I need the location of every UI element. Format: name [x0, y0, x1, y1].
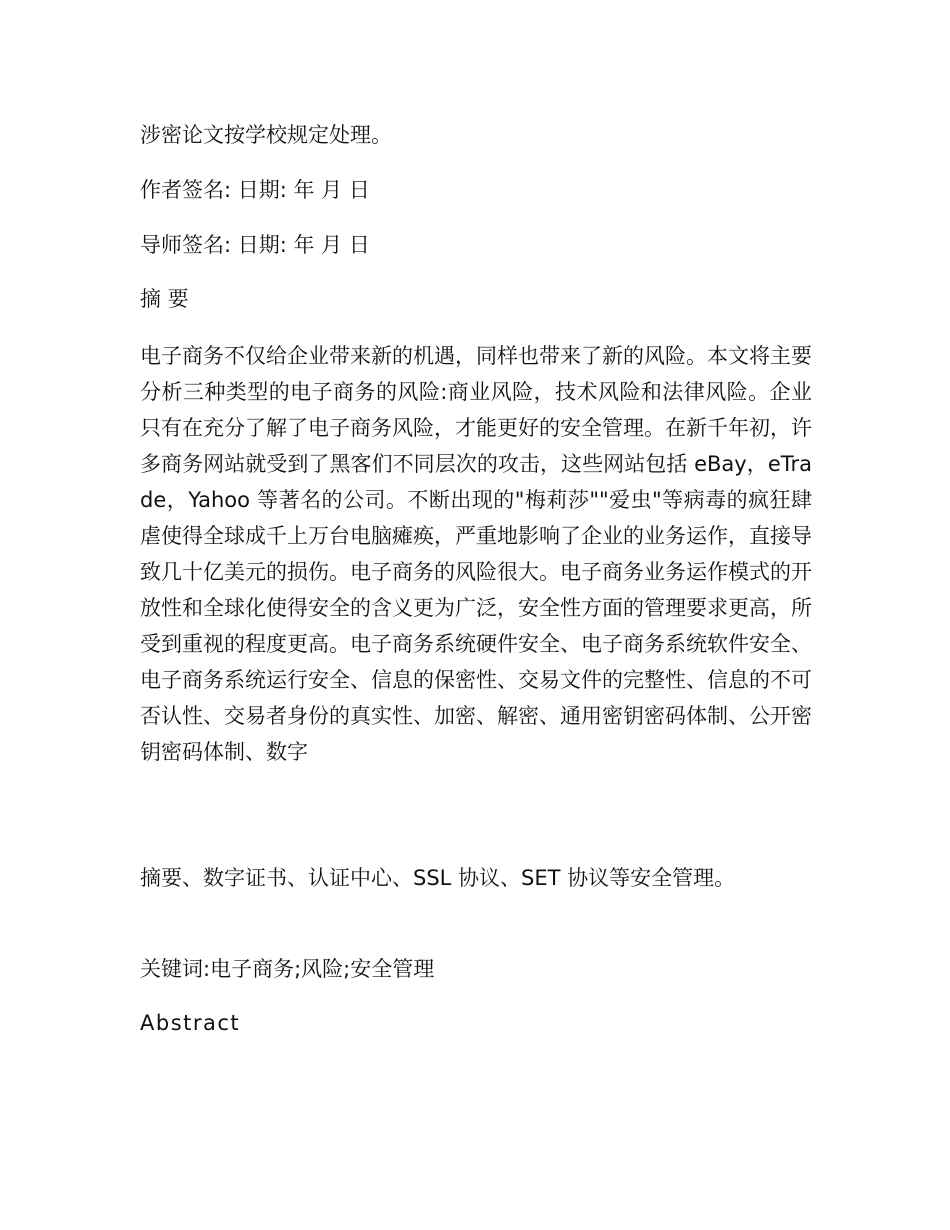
- supervisor-signature-line: 导师签名: 日期: 年 月 日: [140, 233, 370, 257]
- keywords-cn: 关键词:电子商务;风险;安全管理: [140, 957, 435, 981]
- document-page: [140, 0, 830, 1230]
- author-signature-line: 作者签名: 日期: 年 月 日: [140, 178, 370, 202]
- abstract-heading-en: Abstract: [140, 1011, 241, 1035]
- abstract-heading-cn: 摘 要: [140, 287, 189, 311]
- confidential-note: 涉密论文按学校规定处理。: [140, 123, 392, 147]
- abstract-body-cn: 电子商务不仅给企业带来新的机遇，同样也带来了新的风险。本文将主要分析三种类型的电子商务的风险:商业风险，技术风险和法律风险。企业只有在充分了解了电子商务风险，才能更好的安全管理。在新千年初，许多商务网站就受到了黑客们不同层次的攻击，这些网站包括 eBay，eTrade，Yahoo 等著名的公司。不断出现的"梅莉莎""爱虫"等病毒的疯狂肆虐使得全球成千上万台电脑瘫痪，严重地影响了企业的业务运作，直接导致几十亿美元的损伤。电子商务的风险很大。电子商务业务运作模式的开放性和全球化使得安全的含义更为广泛，安全性方面的管理要求更高，所受到重视的程度更高。电子商务系统硬件安全、电子商务系统软件安全、电子商务系统运行安全、信息的保密性、交易文件的完整性、信息的不可否认性、交易者身份的真实性、加密、解密、通用密钥密码体制、公开密钥密码体制、数字: [140, 344, 812, 764]
- abstract-continuation-cn: 摘要、数字证书、认证中心、SSL 协议、SET 协议等安全管理。: [140, 866, 736, 890]
